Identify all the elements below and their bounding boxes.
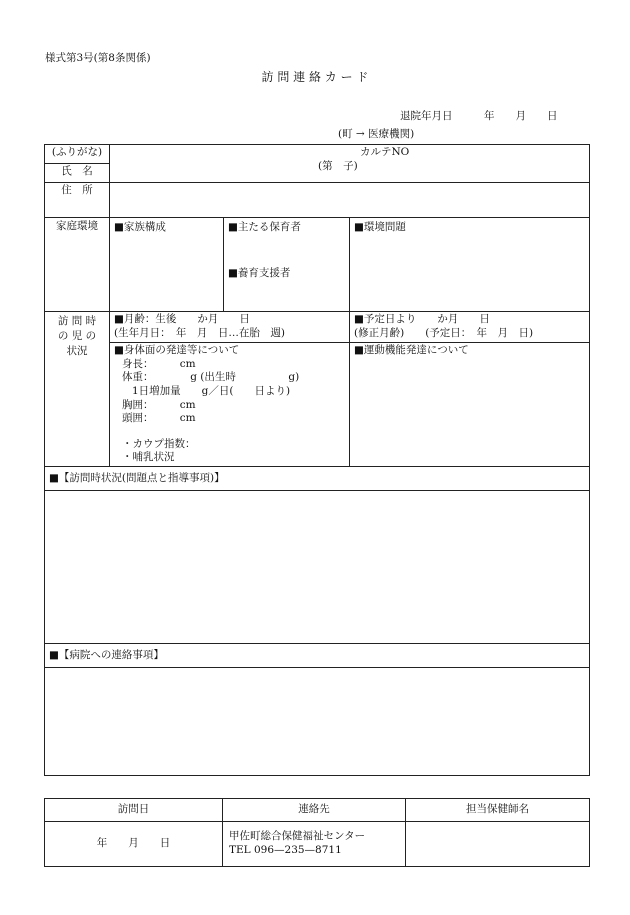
address-field[interactable] [110, 183, 590, 218]
physical-dev-cell[interactable] [110, 343, 350, 467]
height-field: 身長： cm [122, 357, 196, 370]
motor-dev-cell[interactable] [350, 343, 590, 467]
contact-label: 連絡先 [223, 799, 406, 822]
footer-table [44, 798, 590, 867]
environment-issues-label: ■環境問題 [354, 221, 406, 233]
hospital-notes-field[interactable] [45, 668, 590, 776]
nurse-label: 担当保健師名 [406, 799, 590, 822]
contact-tel: TEL 096—235—8711 [229, 844, 342, 856]
family-env-label: 家庭環境 [45, 218, 110, 312]
chart-no-label: カルテNO [360, 146, 410, 158]
kaup-index: ・カウプ指数： [122, 437, 196, 450]
caregiver-cell[interactable] [224, 218, 350, 312]
visit-status-heading: ■【訪問時状況(問題点と指導事項)】 [45, 467, 590, 491]
due-date: ■予定日より か月 日 [354, 313, 490, 325]
daily-gain-field: 1日増加量 g／日( 日より) [132, 384, 291, 397]
address-label: 住 所 [45, 183, 110, 218]
visit-status-field[interactable] [45, 491, 590, 644]
visit-date-field[interactable]: 年 月 日 [45, 822, 223, 867]
parenting-supporter-label: ■養育支援者 [228, 266, 291, 279]
corrected-age: (修正月齢) (予定日： 年 月 日) [354, 326, 534, 339]
furigana-label: (ふりがな) [45, 145, 110, 164]
direction-note: (町 → 医療機関) [338, 128, 415, 140]
birth-date: (生年月日： 年 月 日…在胎 週) [114, 326, 285, 339]
family-structure-label: ■家族構成 [114, 221, 166, 233]
family-structure-cell[interactable] [110, 218, 224, 312]
feeding-status: ・哺乳状況 [122, 451, 175, 464]
hospital-notes-heading: ■【病院への連絡事項】 [45, 644, 590, 668]
child-order: (第 子) [318, 160, 358, 172]
motor-dev-heading: ■運動機能発達について [354, 344, 469, 356]
main-caregiver-label: ■主たる保育者 [228, 221, 301, 233]
head-field: 頭囲： cm [122, 412, 196, 425]
form-number: 様式第3号(第8条関係) [45, 52, 151, 64]
child-status-label: 訪 問 時 の 児 の 状況 [45, 312, 110, 467]
nurse-name-field[interactable] [406, 822, 590, 867]
contact-name: 甲佐町総合保健福祉センター [229, 830, 366, 843]
name-label: 氏 名 [45, 164, 110, 183]
contact-info [223, 822, 406, 867]
visit-form-table [44, 144, 590, 776]
age-cell[interactable] [110, 312, 350, 343]
physical-dev-heading: ■身体面の発達等について [114, 344, 240, 356]
environment-cell[interactable] [350, 218, 590, 312]
name-field[interactable] [110, 145, 590, 183]
due-date-cell[interactable] [350, 312, 590, 343]
form-title: 訪 問 連 絡 カ ー ド [261, 70, 369, 84]
visit-date-label: 訪問日 [45, 799, 223, 822]
discharge-date: 退院年月日 年 月 日 [400, 110, 558, 122]
weight-field: 体重： g (出生時 g) [122, 371, 300, 384]
age-months: ■月齢：生後 か月 日 [114, 313, 250, 325]
chest-field: 胸囲： cm [122, 398, 196, 411]
